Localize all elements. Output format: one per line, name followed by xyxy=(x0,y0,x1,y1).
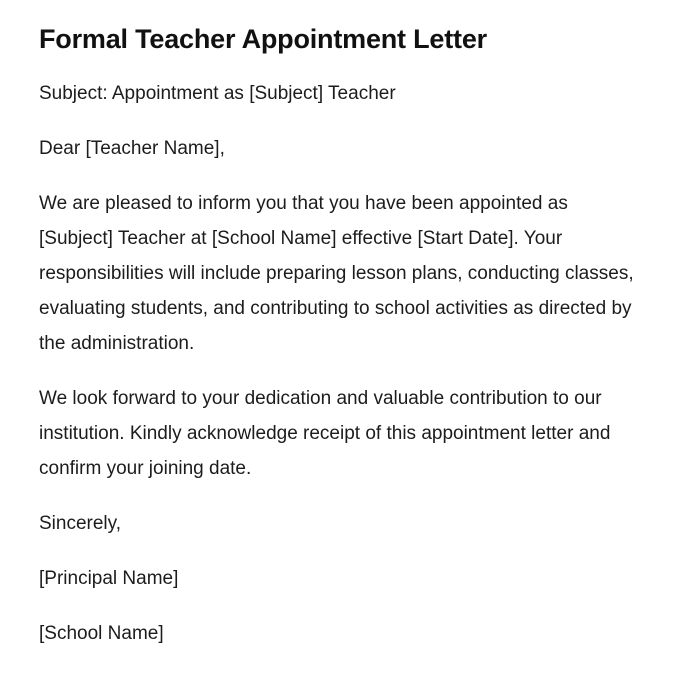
signature-school: [School Name] xyxy=(39,623,164,644)
signature-principal: [Principal Name] xyxy=(39,568,179,589)
salutation: Dear [Teacher Name], xyxy=(39,138,225,159)
page-title: Formal Teacher Appointment Letter xyxy=(39,24,487,54)
body-paragraph-2: We look forward to your dedication and valuable contribution to our institution. Kindly acknowledge receipt of this appointment letter and confirm your joining date. xyxy=(39,388,611,479)
body-paragraph-1: We are pleased to inform you that you have been appointed as [Subject] Teacher at [School Name] effective [Start Date]. Your responsibilities will include preparing lesson plans, conducting classes, evaluating students, and contributing to school activities as directed by the administration. xyxy=(39,193,634,354)
subject-line: Subject: Appointment as [Subject] Teacher xyxy=(39,83,396,104)
closing: Sincerely, xyxy=(39,513,122,534)
